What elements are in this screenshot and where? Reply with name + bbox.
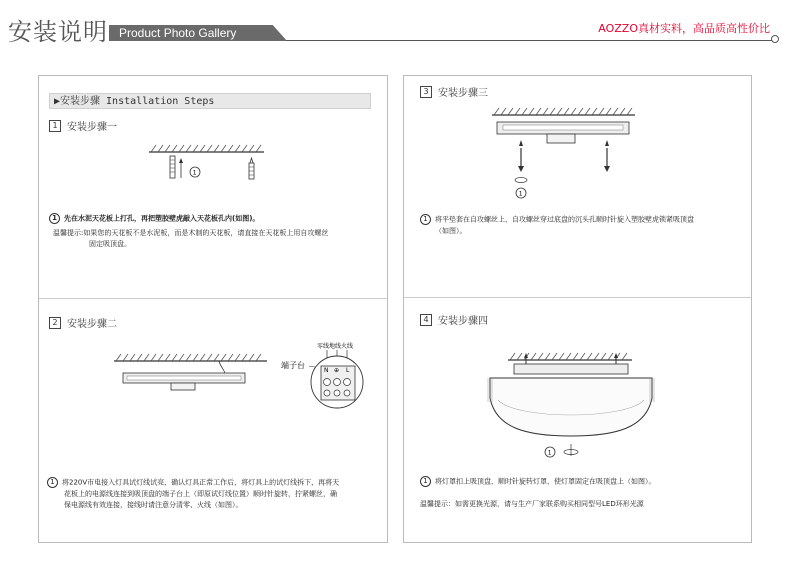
terminal-ground: ⊕	[334, 367, 340, 374]
header-subtitle: Product Photo Gallery	[119, 26, 237, 40]
step3-title: 安装步骤三	[438, 88, 488, 99]
rotate-clockwise-icon	[515, 178, 527, 183]
step4-instruction-number: 1	[420, 476, 431, 487]
right-panel	[403, 75, 752, 543]
left-divider	[39, 298, 387, 299]
right-divider	[404, 297, 751, 298]
step3-figure	[489, 106, 639, 201]
terminal-l: L	[346, 367, 350, 374]
step4-figure-callout: 1	[547, 449, 552, 457]
terminal-label: 端子台	[281, 361, 305, 370]
step3-instruction: 1 将平垫套在自攻螺丝上，自攻螺丝穿过底盘的沉头孔顺时针旋入塑胶壁虎锁紧吸顶盘 （如图）。	[420, 214, 745, 237]
step1-instruction-number: 1	[49, 213, 60, 224]
header-slogan: AOZZO真材实料，高品质高性价比	[598, 22, 770, 35]
step1-heading	[49, 118, 117, 133]
step1-title: 安装步骤一	[67, 122, 117, 133]
screw-icon	[604, 140, 610, 172]
header-rule	[286, 40, 776, 41]
step4-title: 安装步骤四	[438, 316, 488, 327]
step3-figure-callout: 1	[518, 190, 523, 198]
step2-heading	[49, 315, 117, 330]
driver-box	[171, 383, 195, 390]
step4-instruction: 1 将灯罩扣上吸顶盘，顺时针旋转灯罩，使灯罩固定在吸顶盘上（如图）。	[420, 476, 745, 488]
step1-tip: 温馨提示:如果您的天花板不是水泥板，而是木制的天花板，请直接在天花板上用自攻螺丝 固定吸顶盘。	[53, 229, 329, 248]
step1-figure	[139, 140, 289, 190]
lamp-shade	[490, 378, 652, 436]
terminal-caption: 零线地线火线	[317, 343, 354, 350]
terminal-n: N	[324, 367, 329, 374]
step2-instruction-number: 1	[47, 477, 58, 488]
step3-heading	[420, 84, 488, 99]
screw-icon	[518, 140, 524, 172]
wall-plug-icon	[170, 156, 175, 178]
base-plate	[514, 364, 628, 374]
step4-heading	[420, 312, 488, 327]
step3-instruction-number: 1	[420, 214, 431, 225]
ceiling-hatch	[151, 145, 261, 152]
wall-plug-icon	[249, 158, 254, 179]
page-title: 安装说明	[8, 18, 108, 46]
step4-tip: 温馨提示：如需更换光源，请与生产厂家联系购买相同型号LED环形光源	[420, 500, 644, 508]
terminal-block-figure	[279, 340, 379, 415]
step2-number: 2	[49, 317, 61, 329]
step1-instruction: 1 先在水泥天花板上打孔，再把塑胶壁虎敲入天花板孔内(如图)。	[49, 213, 259, 225]
step2-ceiling-base-figure	[109, 349, 289, 409]
driver-box	[547, 134, 575, 143]
step4-figure	[486, 348, 656, 460]
section-bar: ▶安装步骤 Installation Steps	[49, 93, 371, 109]
step2-instruction: 1 将220V市电接入灯具试灯线试亮，确认灯具正常工作后，将灯具上的试灯线拆下，再将天 花板上的电源线连接到吸顶盘的端子台上（即原试灯线位置）顺时针旋转，拧紧螺丝，确 保电源线有效连接，接线时请注意分清零、火线（如图）。	[47, 477, 382, 511]
step2-title: 安装步骤二	[67, 319, 117, 330]
step3-number: 3	[420, 86, 432, 98]
step1-number: 1	[49, 120, 61, 132]
step1-figure-callout: 1	[192, 169, 197, 177]
left-panel	[38, 75, 388, 543]
header-dot	[771, 35, 779, 43]
step4-number: 4	[420, 314, 432, 326]
